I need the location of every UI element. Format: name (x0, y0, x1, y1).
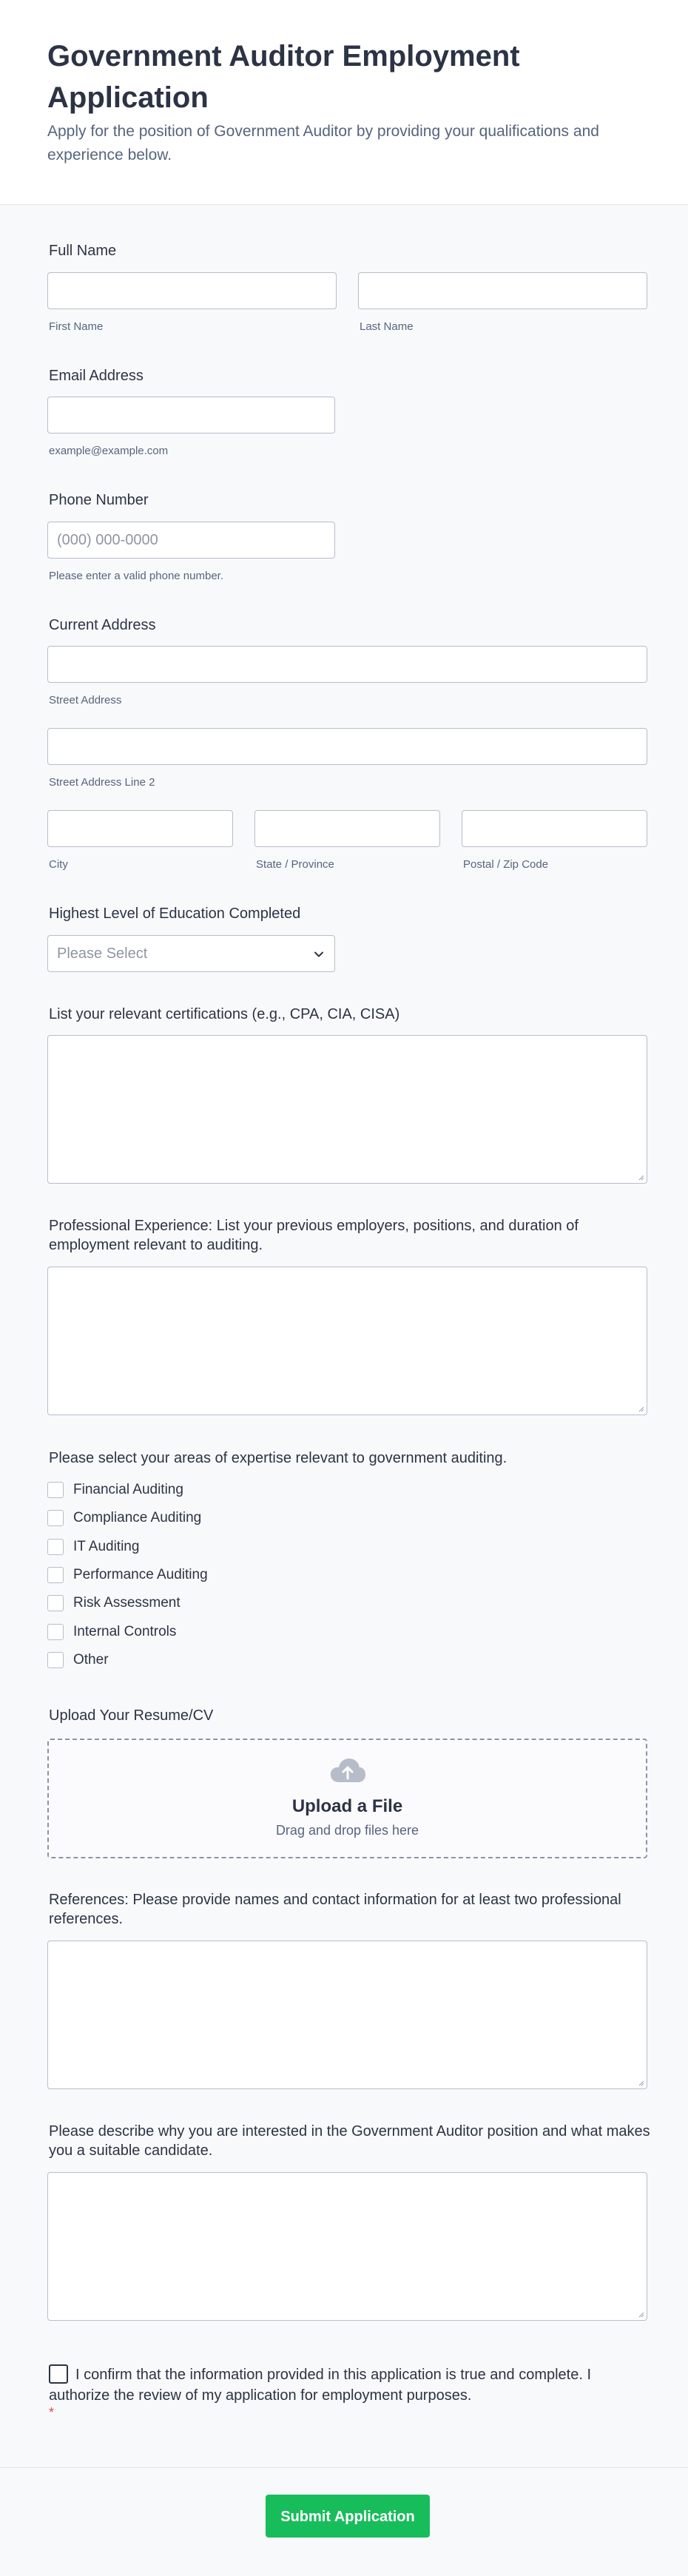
checkbox[interactable] (47, 1567, 64, 1583)
confirm-text: I confirm that the information provided in this application is true and complete. I authorize the review of my application for employment purposes. (49, 2367, 592, 2404)
expertise-label: Please select your areas of expertise relevant to government auditing. (49, 1450, 507, 1466)
checkbox[interactable] (47, 1482, 64, 1498)
expertise-option[interactable]: Risk Assessment (47, 1593, 181, 1614)
resize-grip-icon[interactable] (637, 2079, 644, 2086)
address-label: Current Address (49, 617, 156, 633)
certifications-label: List your relevant certifications (e.g., CPA, CIA, CISA) (49, 1006, 400, 1022)
experience-label: Professional Experience: List your previous employers, positions, and duration of employment relevant to auditing. (49, 1218, 579, 1253)
checkbox[interactable] (47, 1652, 64, 1668)
page-title: Government Auditor Employment Application (47, 40, 520, 114)
resize-grip-icon[interactable] (637, 2310, 644, 2318)
zip-input[interactable] (462, 810, 647, 847)
expertise-option[interactable]: Other (47, 1650, 109, 1670)
expertise-option[interactable]: IT Auditing (47, 1537, 139, 1557)
state-sublabel: State / Province (256, 858, 334, 871)
expertise-option[interactable]: Internal Controls (47, 1622, 176, 1642)
state-input[interactable] (254, 810, 440, 847)
first-name-input[interactable] (47, 272, 337, 309)
page-subtitle: Apply for the position of Government Auditor by providing your qualifications and experience below. (47, 123, 599, 163)
city-sublabel: City (49, 858, 68, 871)
phone-label: Phone Number (49, 492, 149, 508)
email-input[interactable] (47, 397, 335, 434)
checkbox[interactable] (47, 1510, 64, 1526)
expertise-option[interactable]: Performance Auditing (47, 1565, 208, 1585)
references-textarea[interactable] (47, 1941, 647, 2089)
education-select-value: Please Select (57, 945, 148, 962)
street-address-line2-input[interactable] (47, 728, 647, 765)
expertise-option[interactable]: Financial Auditing (47, 1480, 183, 1500)
education-select[interactable] (47, 935, 335, 972)
zip-sublabel: Postal / Zip Code (463, 858, 549, 871)
education-label: Highest Level of Education Completed (49, 906, 301, 922)
cloud-upload-icon (329, 1758, 366, 1783)
phone-input[interactable]: (000) 000-0000 (47, 522, 335, 559)
phone-sublabel: Please enter a valid phone number. (49, 570, 223, 582)
checkbox[interactable] (47, 1624, 64, 1640)
form-header (0, 0, 688, 205)
required-asterisk: * (49, 2405, 55, 2420)
resize-grip-icon[interactable] (637, 1173, 644, 1181)
resize-grip-icon[interactable] (637, 1405, 644, 1412)
full-name-label: Full Name (49, 243, 117, 259)
first-name-sublabel: First Name (49, 320, 104, 333)
upload-hint: Drag and drop files here (275, 1823, 419, 1838)
references-label: References: Please provide names and contact information for at least two professional references. (49, 1892, 621, 1927)
certifications-textarea[interactable] (47, 1035, 647, 1184)
email-label: Email Address (49, 368, 144, 384)
checkbox[interactable] (47, 1539, 64, 1555)
chevron-down-icon (314, 949, 324, 960)
upload-title: Upload a File (291, 1796, 403, 1816)
submit-button[interactable]: Submit Application (266, 2495, 430, 2538)
last-name-input[interactable] (358, 272, 647, 309)
street-address-line2-sublabel: Street Address Line 2 (49, 776, 155, 789)
interest-textarea[interactable] (47, 2172, 647, 2321)
file-upload-dropzone[interactable] (47, 1739, 647, 1858)
experience-textarea[interactable] (47, 1267, 647, 1415)
street-address-sublabel: Street Address (49, 694, 122, 707)
city-input[interactable] (47, 810, 233, 847)
interest-label: Please describe why you are interested in the Government Auditor position and what makes you a suitable candidate. (49, 2123, 650, 2159)
resume-label: Upload Your Resume/CV (49, 1707, 214, 1724)
email-sublabel: example@example.com (49, 445, 169, 457)
street-address-input[interactable] (47, 646, 647, 683)
checkbox[interactable] (47, 1595, 64, 1611)
expertise-option[interactable]: Compliance Auditing (47, 1508, 201, 1528)
last-name-sublabel: Last Name (360, 320, 414, 333)
